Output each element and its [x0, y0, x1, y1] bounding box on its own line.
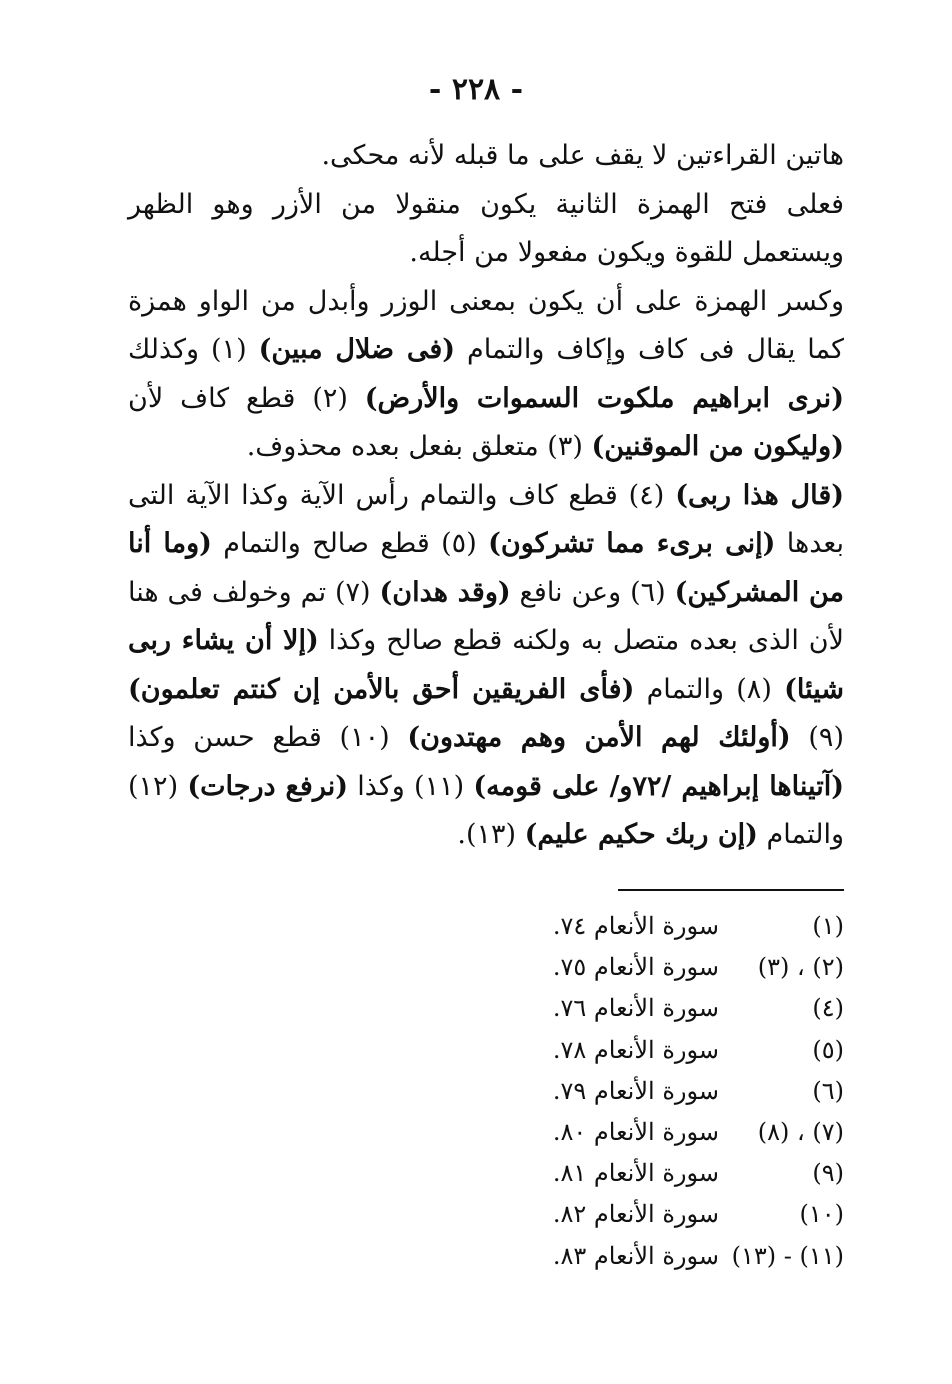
footnotes [444, 906, 844, 1277]
quran-quote: (إن ربك حكيم عليم) [524, 819, 758, 850]
footnote-item [444, 1194, 844, 1235]
footnote-item [444, 906, 844, 947]
footnote-separator [618, 889, 844, 891]
paragraph-p2 [128, 181, 844, 278]
text-segment: (١٣). [457, 819, 525, 850]
footnote-source: سورة الأنعام ٨٣. [552, 1241, 719, 1270]
text-segment: (٤) قطع كاف والتمام رأس الآية وكذا الآية التى بعدها [128, 479, 844, 559]
text-segment: (٩) [790, 722, 844, 753]
footnote-item [444, 1153, 844, 1194]
text-segment: (١٢) والتمام [128, 770, 844, 850]
footnote-item [444, 1071, 844, 1112]
footnote-number: (٤) [812, 994, 844, 1023]
footnote-number: (٧) ، (٨) [757, 1117, 844, 1146]
footnote-number: (١٠) [799, 1200, 844, 1229]
footnote-number: (١١) - (١٣) [731, 1241, 844, 1270]
footnote-source: سورة الأنعام ٧٦. [552, 994, 719, 1023]
paragraph-p3 [128, 278, 844, 472]
paragraph-p1 [128, 132, 844, 181]
page-number: - ٢٢٨ - [428, 72, 524, 107]
quran-quote: (أولئك لهم الأمن وهم مهتدون) [407, 722, 791, 753]
text-segment: (٨) والتمام [634, 673, 785, 705]
footnote-source: سورة الأنعام ٨١. [552, 1159, 719, 1188]
quran-quote: (وقد هدان) [379, 576, 511, 608]
footnote-source: سورة الأنعام ٨٢. [552, 1200, 719, 1229]
main-text [128, 132, 844, 860]
footnote-source: سورة الأنعام ٨٠. [552, 1117, 719, 1146]
footnote-number: (١) [812, 912, 844, 940]
quran-quote: (وما أنا من المشركين) [128, 528, 844, 608]
footnote-source: سورة الأنعام ٧٤. [552, 912, 719, 940]
quran-quote: (إنى برىء مما تشركون) [488, 528, 776, 559]
text-segment: وكسر الهمزة على أن يكون بمعنى الوزر وأبدل من الواو همزة كما يقال فى كاف وإكاف والتمام [128, 285, 845, 365]
footnote-item [444, 1112, 844, 1153]
quran-quote: (آتيناها إبراهيم /٧٢و/ على قومه) [473, 770, 844, 802]
footnote-number: (٥) [812, 1035, 844, 1064]
footnote-item [444, 988, 844, 1029]
footnote-item [444, 1236, 844, 1277]
text-segment: (٦) وعن نافع [510, 576, 675, 608]
footnote-number: (٩) [812, 1159, 844, 1188]
footnote-source: سورة الأنعام ٧٨. [552, 1035, 719, 1064]
text-segment: (١) وكذلك [128, 334, 259, 365]
text-segment: هاتين القراءتين لا يقف على ما قبله لأنه محكى. [321, 140, 844, 171]
text-segment: (١١) وكذا [348, 770, 474, 802]
text-segment: فعلى فتح الهمزة الثانية يكون منقولا من الأزر وهو الظهر ويستعمل للقوة ويكون مفعولا من أجله. [128, 188, 844, 268]
quran-quote: (إلا أن يشاء ربى شيئا) [128, 625, 844, 705]
text-segment: (٧) تم وخولف فى هنا لأن الذى بعده متصل به ولكنه قطع صالح وكذا [128, 576, 844, 656]
quran-quote: (وليكون من الموقنين) [591, 431, 844, 462]
footnote-source: سورة الأنعام ٧٥. [552, 953, 719, 982]
footnote-source: سورة الأنعام ٧٩. [552, 1076, 719, 1105]
quran-quote: (نرى ابراهيم ملكوت السموات والأرض) [364, 382, 844, 414]
footnote-number: (٢) ، (٣) [757, 953, 844, 982]
text-segment: (٢) قطع كاف لأن [128, 382, 365, 414]
text-segment: (١٠) قطع حسن وكذا [128, 722, 408, 753]
text-segment: (٣) متعلق بفعل بعده محذوف. [246, 431, 592, 462]
text-segment: (٥) قطع صالح والتمام [211, 528, 489, 559]
footnote-number: (٦) [812, 1076, 844, 1105]
quran-quote: (نرفع درجات) [187, 770, 349, 802]
quran-quote: (فى ضلال مبين) [258, 334, 456, 365]
quran-quote: (قال هذا ربى) [675, 479, 844, 511]
quran-quote: (فأى الفريقين أحق بالأمن إن كنتم تعلمون) [128, 673, 635, 705]
footnote-item [444, 947, 844, 988]
paragraph-p4 [128, 472, 844, 860]
footnote-item [444, 1030, 844, 1071]
